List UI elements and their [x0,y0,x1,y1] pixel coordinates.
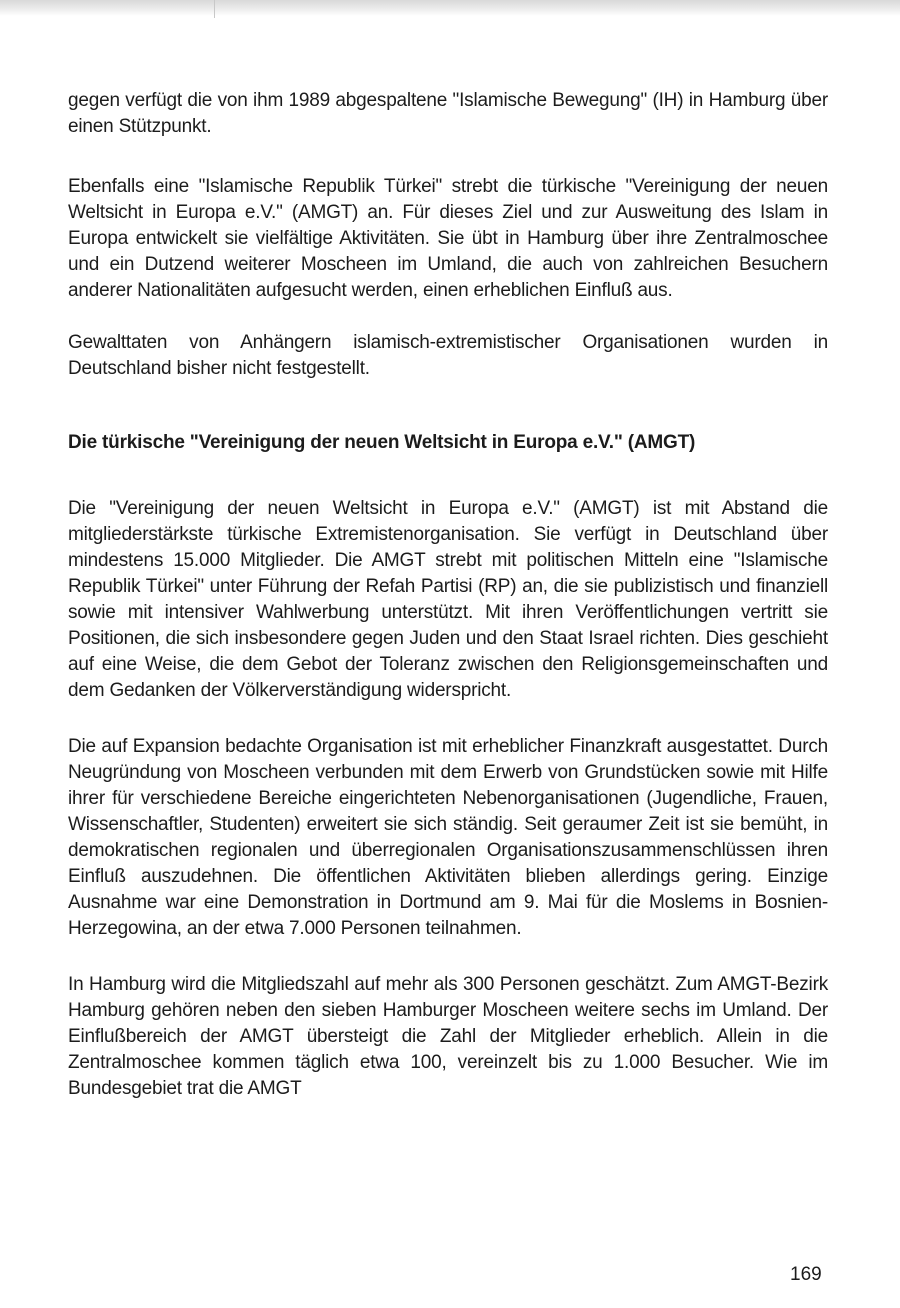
page-number: 169 [790,1264,822,1285]
section-heading-amgt: Die türkische "Vereinigung der neuen Weltsicht in Europa e.V." (AMGT) [68,432,696,453]
paragraph-amgt-expansion: Die auf Expansion bedachte Organisation ist mit erheblicher Finanzkraft ausgestattet. Durch Neugründung von Moscheen verbunden mit dem Erwerb von Grundstücken sowie mit Hilfe ihrer für verschiedene Bereiche eingerichteten Nebenorganisationen (Jugendliche, Frauen, Wissenschaftler, Studenten) erweitert sie sich ständig. Seit geraumer Zeit ist sie bemüht, in demokratischen regionalen und überregionalen Organisationszusammenschlüssen ihren Einfluß auszudehnen. Die öffentlichen Aktivitäten blieben allerdings gering. Einzige Ausnahme war eine Demonstration in Dortmund am 9. Mai für die Moslems in Bosnien-Herzegowina, an der etwa 7.000 Personen teilnahmen. [68,736,828,939]
paragraph-violence: Gewalttaten von Anhängern islamisch-extremistischer Organisationen wurden in Deutschland bisher nicht festgestellt. [68,332,828,379]
scan-mark [214,0,215,18]
scan-top-edge [0,0,900,16]
paragraph-amgt-hamburg: In Hamburg wird die Mitgliedszahl auf mehr als 300 Personen geschätzt. Zum AMGT-Bezirk Hamburg gehören neben den sieben Hamburger Moscheen weitere sechs im Umland. Der Einflußbereich der AMGT übersteigt die Zahl der Mitglieder erheblich. Allein in die Zentralmoschee kommen täglich etwa 100, vereinzelt bis zu 1.000 Besucher. Wie im Bundesgebiet trat die AMGT [68,974,828,1099]
document-page [68,88,828,1102]
paragraph-amgt-goal: Ebenfalls eine "Islamische Republik Türkei" strebt die türkische "Vereinigung der neuen Weltsicht in Europa e.V." (AMGT) an. Für dieses Ziel und zur Ausweitung des Islam in Europa entwickelt sie vielfältige Aktivitäten. Sie übt in Hamburg über ihre Zentralmoschee und ein Dutzend weiterer Moscheen im Umland, die auch von zahlreichen Besuchern anderer Nationalitäten aufgesucht werden, einen erheblichen Einfluß aus. [68,176,828,301]
paragraph-ih-hamburg: gegen verfügt die von ihm 1989 abgespaltene "Islamische Bewegung" (IH) in Hamburg über einen Stützpunkt. [68,90,828,137]
paragraph-amgt-overview: Die "Vereinigung der neuen Weltsicht in Europa e.V." (AMGT) ist mit Abstand die mitgliederstärkste türkische Extremistenorganisation. Sie verfügt in Deutschland über mindestens 15.000 Mitglieder. Die AMGT strebt mit politischen Mitteln eine "Islamische Republik Türkei" unter Führung der Refah Partisi (RP) an, die sie publizistisch und finanziell sowie mit intensiver Wahlwerbung unterstützt. Mit ihren Veröffentlichungen vertritt sie Positionen, die sich insbesondere gegen Juden und den Staat Israel richten. Dies geschieht auf eine Weise, die dem Gebot der Toleranz zwischen den Religionsgemeinschaften und dem Gedanken der Völkerverständigung widerspricht. [68,498,828,701]
